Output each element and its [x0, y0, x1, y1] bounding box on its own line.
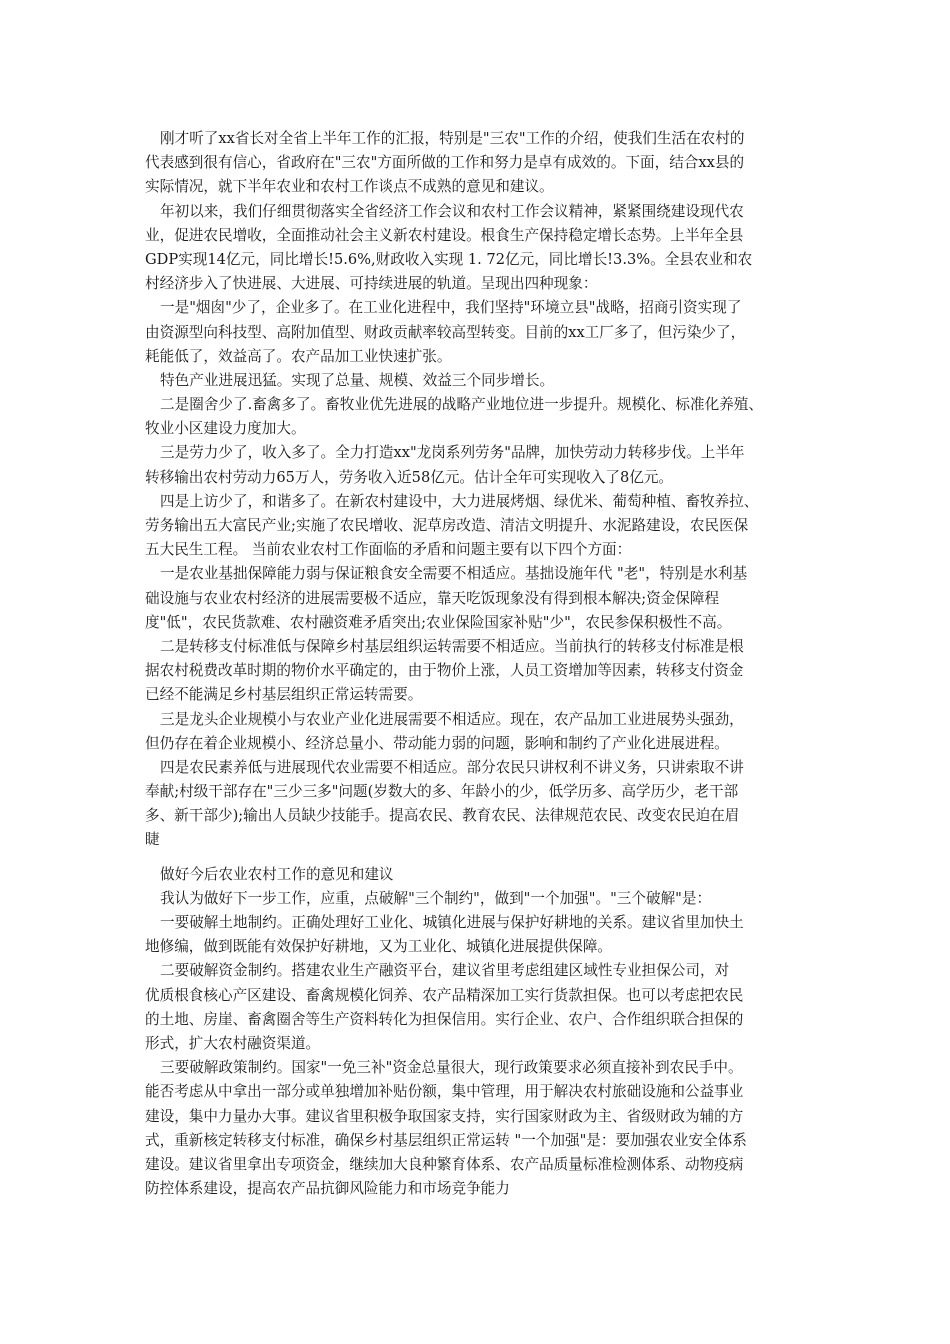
text-line: 特色产业进展迅猛。实现了总量、规模、效益三个同步增长。: [160, 371, 555, 389]
text-line: 三是龙头企业规模小与农业产业化进展需要不相适应。现在，农产品加工业进展势头强劲，: [160, 710, 744, 728]
text-line: 二要破解资金制约。搭建农业生产融资平台，建议省里考虑组建区域性专业担保公司，对: [160, 962, 730, 980]
text-line: 已经不能满足乡村基层组织正常运转需要。: [145, 686, 423, 704]
text-line: 二是圈舍少了.畜禽多了。畜牧业优先进展的战略产业地位进一步提升。规模化、标准化养殖、: [160, 396, 763, 414]
text-line: 年初以来，我们仔细贯彻落实全省经济工作会议和农村工作会议精神，紧紧围绕建设现代农: [160, 202, 744, 220]
text-line: 牧业小区建设力度加大。: [145, 420, 306, 438]
text-line: 四是上访少了，和谐多了。在新农村建设中，大力进展烤烟、绿优米、葡萄种植、畜牧养拉、: [160, 492, 759, 510]
text-line: 防控体系建设，提高农产品抗御风险能力和市场竞争能力: [145, 1180, 510, 1198]
text-line: 式，重新核定转移支付标准，确保乡村基层组织正常运转 "一个加强"是：要加强农业安全体系: [145, 1131, 747, 1149]
text-line: 但仍存在着企业规模小、经济总量小、带动能力弱的问题，影响和制约了产业化进展进程。: [145, 734, 729, 752]
text-line: 业，促进农民增收，全面推动社会主义新农村建设。根食生产保持稳定增长态势。上半年全县: [145, 226, 744, 244]
text-line: 刚才听了xx省长对全省上半年工作的汇报，特别是"三农"工作的介绍，使我们生活在农村的: [160, 130, 745, 147]
text-line: 四是农民素养低与进展现代农业需要不相适应。部分农民只讲权利不讲义务，只讲索取不讲: [160, 758, 744, 776]
text-line: GDP实现14亿元，同比增长!5.6%,财政收入实现 1. 72亿元，同比增长!3.3%。全县农业和农: [145, 250, 753, 268]
text-line: 劳务输出五大富民产业;实施了农民增收、泥草房改造、清洁文明提升、水泥路建设，农民医保: [145, 517, 749, 534]
text-line: 一是"烟囱"少了，企业多了。在工业化进程中，我们坚持"环境立县"战略，招商引资实现了: [160, 299, 742, 317]
text-line: 能否考虑从中拿出一部分或单独增加补贴份额，集中管理，用于解决农村旅础设施和公益事业: [145, 1083, 744, 1101]
text-line: 一是农业基拙保障能力弱与保证粮食安全需要不相适应。基拙设施年代 "老"，特别是水利基: [160, 565, 748, 583]
text-line: 据农村税费改革时期的物价水平确定的，由于物价上涨，人员工资增加等因素，转移支付资金: [145, 662, 744, 680]
text-line: 奉献;村级干部存在"三少三多"问题(岁数大的多、年龄小的少，低学历多、高学历少，老干部: [145, 783, 739, 801]
text-line: 多、新干部少);输出人员缺少技能手。提高农民、教育农民、法律规范农民、改变农民迫在眉: [145, 807, 740, 825]
text-line: 建设，集中力量办大事。建议省里积极争取国家支持，实行国家财政为主、省级财政为辅的方: [145, 1107, 744, 1125]
text-line: 建设。建议省里拿出专项资金，继续加大良种繁育体系、农产品质量标准检测体系、动物疫病: [145, 1155, 744, 1173]
text-line: 度"低"，农民货款难、农村融资难矛盾突出;农业保险国家补贴"少"，农民参保积极性不高。: [145, 613, 732, 631]
text-line: 地修编，做到既能有效保护好耕地，又为工业化、城镇化进展提供保障。: [145, 938, 613, 956]
text-line: 我认为做好下一步工作，应重，点破解"三个制约"，做到"一个加强"。"三个破解"是：: [160, 889, 712, 907]
section-gap: [145, 853, 815, 863]
text-line: 睫: [145, 831, 160, 849]
text-line: 的土地、房崖、畜禽圈舍等生产资料转化为担保信用。实行企业、农户、合作组织联合担保的: [145, 1010, 744, 1028]
text-line: 三是劳力少了，收入多了。全力打造xx"龙岗系列劳务"品牌，加快劳动力转移步伐。上半年: [160, 444, 745, 462]
text-line: 础设施与农业农村经济的进展需要极不适应，靠天吃饭现象没有得到根本解决;资金保障程: [145, 589, 720, 607]
text-line: 三要破解政策制约。国家"一免三补"资金总量很大，现行政策要求必须直接补到农民手中。: [160, 1059, 743, 1077]
text-line: 二是转移支付标准低与保障乡村基层组织运转需要不相适应。当前执行的转移支付标准是根: [160, 637, 744, 655]
text-line: 一要破解土地制约。正确处理好工业化、城镇化进展与保护好耕地的关系。建议省里加快土: [160, 914, 744, 931]
text-line: 优质根食核心产区建设、畜禽规模化饲养、农产品精深加工实行货款担保。也可以考虑把农民: [145, 986, 744, 1004]
text-line: 耗能低了，效益高了。农产品加工业快速扩张。: [145, 347, 452, 365]
document-body: [145, 127, 815, 1201]
text-line: 实际情况，就下半年农业和农村工作谈点不成熟的意见和建议。: [145, 178, 554, 196]
text-line: 形式，扩大农村融资渠道。: [145, 1034, 321, 1052]
text-line: 村经济步入了快进展、大进展、可持续进展的轨道。呈现出四种现象：: [145, 275, 598, 293]
text-line: 代表感到很有信心，省政府在"三农"方面所做的工作和努力是卓有成效的。下面，结合xx县的: [145, 154, 745, 172]
text-line: 由资源型向科技型、高附加值型、财政贡献率较高型转变。目前的xx工厂多了，但污染少了，: [145, 323, 746, 341]
text-line: 五大民生工程。 当前农业农村工作面临的矛盾和问题主要有以下四个方面：: [145, 541, 632, 559]
text-line: 转移输出农村劳动力65万人，劳务收入近58亿元。估计全年可实现收入了8亿元。: [145, 468, 674, 486]
section-heading: 做好今后农业农村工作的意见和建议: [160, 865, 394, 883]
